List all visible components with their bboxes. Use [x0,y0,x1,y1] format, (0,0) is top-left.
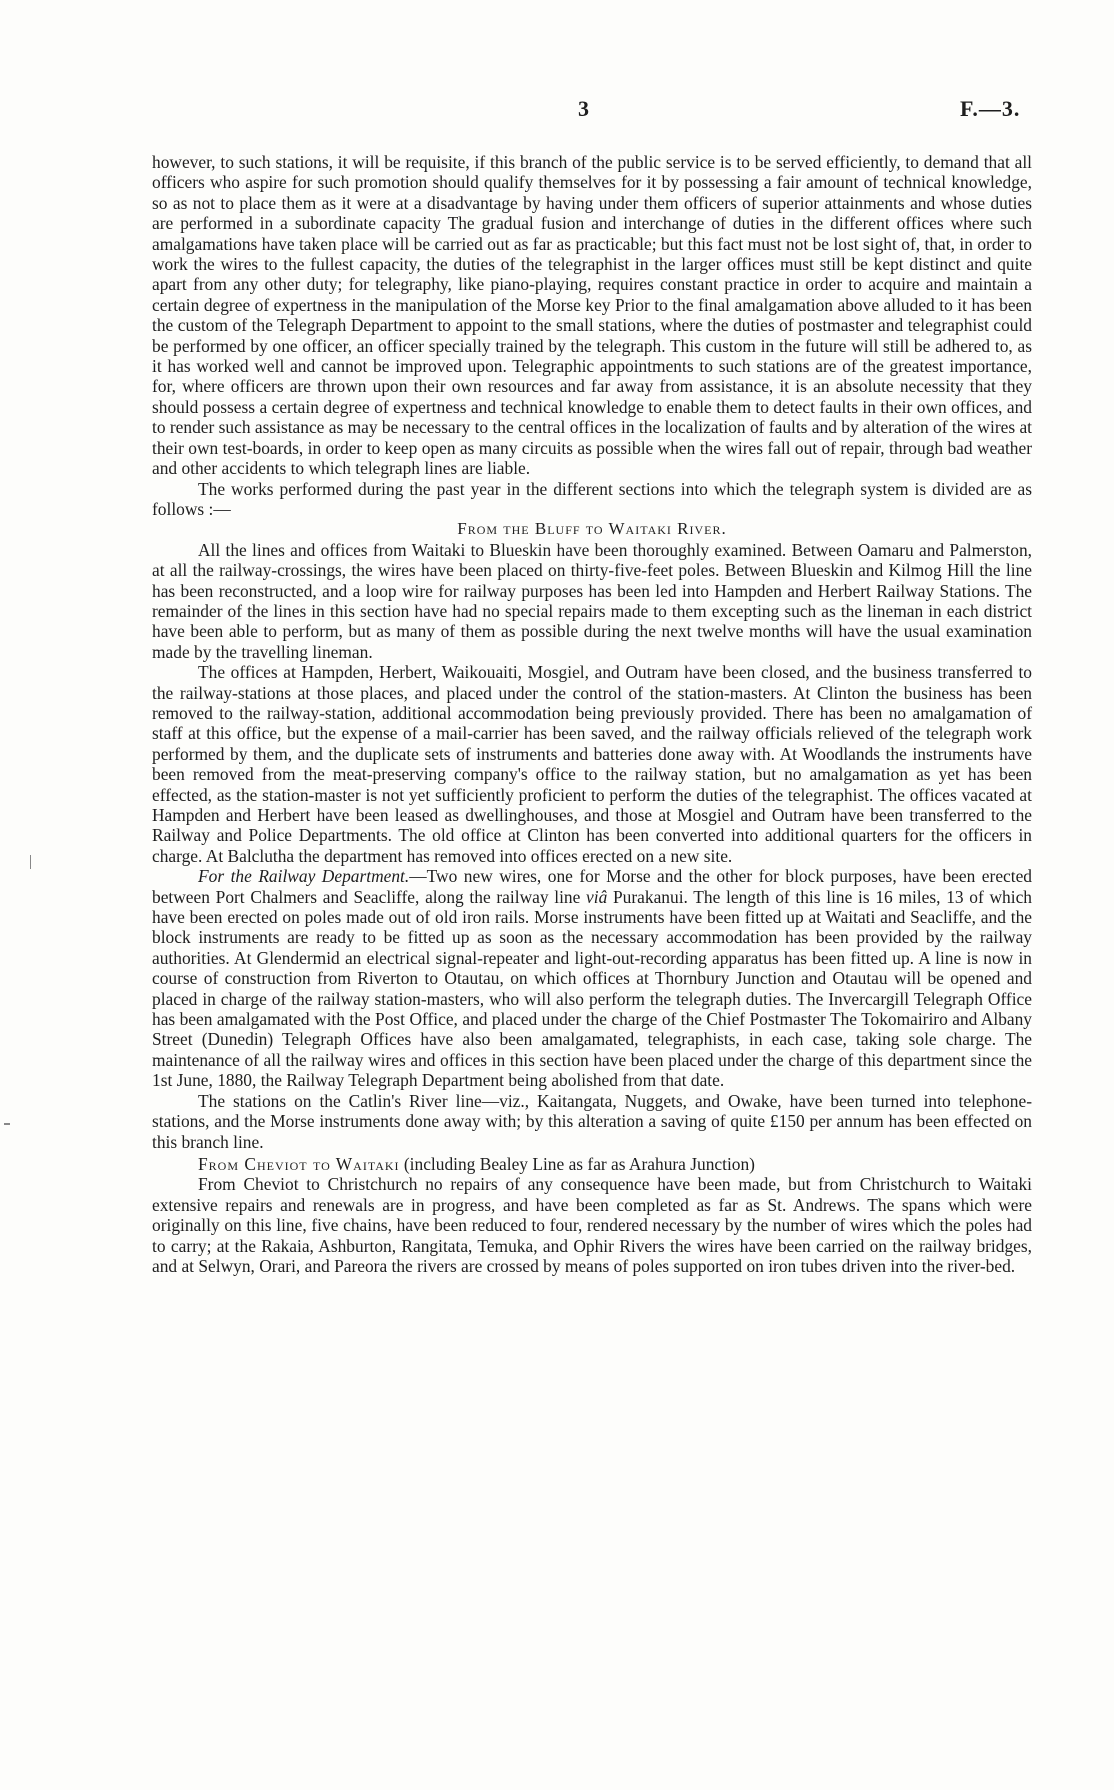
section-heading-bluff-waitaki: From the Bluff to Waitaki River. [457,519,727,539]
railway-text-part-1: —Two new wires, one for Morse and the other for block purposes, have been erected between Port Chalmers and Seacliffe, along the railway line [152,866,1033,907]
railway-department-heading: For the Railway Department. [198,866,410,887]
paragraph-works-intro: The works performed during the past year in the different sections into which the telegraph system is divided are as follows :— [152,478,1032,519]
cheviot-heading-caps: From Cheviot to Waitaki [198,1153,400,1174]
margin-mark [4,1123,10,1125]
via-word: viâ [586,886,608,907]
document-code: F.—3. [960,96,1021,121]
paragraph-continuation: however, to such stations, it will be requisite, if this branch of the public service is to be served efficiently, to demand that all officers who aspire for such promotion should qualify themselves for it by possessing a fair amount of technical knowledge, so as not to place them as it were at a disadvantage by having under them officers of superior attainments and whose duties are performed in a subordinate capacity The gradual fusion and interchange of duties in the different offices where such amalgamations have taken place will be carried out as far as practicable; but this fact must not be lost sight of, that, in order to work the wires to the fullest capacity, the duties of the telegraphist in the larger offices must still be kept distinct and quite apart from any other duty; for telegraphy, like piano-playing, requires constant practice in order to acquire and maintain a certain degree of expertness in the manipulation of the Morse key Prior to the final amalgamation above alluded to it has been the custom of the Telegraph Department to appoint to the small stations, where the duties of postmaster and telegraphist could be performed by one officer, an officer specially trained by the telegraph. This custom in the future will still be adhered to, as it has worked well and cannot be improved upon. Telegraphic appointments to such stations are of the greatest importance, for, where officers are thrown upon their own resources and far away from assistance, it is an absolute necessity that they should possess a certain degree of expertness and technical knowledge to enable them to detect faults in their own offices, and to render such assistance as may be necessary to the central offices in the localization of faults and by alteration of the wires at their own test-boards, in order to keep open as many circuits as possible when the wires fall out of repair, through bad weather and other accidents to which telegraph lines are liable. [152,152,1032,479]
paragraph-lines-offices: All the lines and offices from Waitaki to Blueskin have been thoroughly examined. Between Oamaru and Palmerston, at all the railway-crossings, the wires have been placed on thirty-five-feet poles. Between Blueskin and Kilmog Hill the line has been reconstructed, and a loop wire for railway purposes has been led into Hampden and Herbert Railway Stations. The remainder of the lines in this section have had no special repairs made to them excepting such as the lineman in each district have been able to perform, but as many of them as possible during the next twelve months will have the usual examination made by the travelling lineman. [152,539,1032,662]
paragraph-cheviot-christchurch: From Cheviot to Christchurch no repairs of any consequence have been made, but from Christchurch to Waitaki extensive repairs and renewals are in progress, and have been completed as far as St. Andrews. The spans which were originally on this line, five chains, have been reduced to four, rendered necessary by the number of wires which the poles had to carry; at the Rakaia, Ashburton, Rangitata, Temuka, and Ophir Rivers the wires have been carried on the railway bridges, and at Selwyn, Orari, and Pareora the rivers are crossed by means of poles supported on iron tubes driven into the river-bed. [152,1174,1032,1276]
railway-text-part-2: Purakanui. The length of this line is 16 miles, 13 of which have been erected on poles made out of old iron rails. Morse instruments have been fitted up at Waitati and Seacliffe, and the block instruments are ready to be fitted up as soon as the necessary accommodation has been provided by the railway authorities. At Glendermid an electrical signal-repeater and light-out-recording apparatus has been fitted up. A line is now in course of construction from Riverton to Otautau, on which offices at Thornbury Junction and Otautau will be opened and placed in charge of the railway station-masters, who will also perform the telegraph duties. The Invercargill Telegraph Office has been amalgamated with the Post Office, and placed under the charge of the Chief Postmaster The Tokomairiro and Albany Street (Dunedin) Telegraph Offices have also been amalgamated, telegraphists, in each case, taking sole charge. The maintenance of all the railway wires and offices in this section have been placed under the charge of this department since the 1st June, 1880, the Railway Telegraph Department being abolished from that date. [152,886,1032,1091]
section-heading-cheviot-waitaki [152,1154,1032,1174]
page-header [0,96,1114,126]
paragraph-offices-closed: The offices at Hampden, Herbert, Waikouaiti, Mosgiel, and Outram have been closed, and the business transferred to the railway-stations at those places, and placed under the control of the station-masters. At Clinton the business has been removed to the railway-station, additional accommodation being previously provided. There has been no amalgamation of staff at this office, but the expense of a mail-carrier has been saved, and the railway officials relieved of the telegraph work performed by them, and the duplicate sets of instruments and batteries done away with. At Woodlands the instruments have been removed from the meat-preserving company's office to the railway station, but no amalgamation as yet has been effected, as the station-master is not yet sufficiently proficient to perform the duties of the telegraphist. The offices vacated at Hampden and Herbert have been leased as dwellinghouses, and those at Mosgiel and Outram have been transferred to the Railway and Police Departments. The old office at Clinton has been converted into additional quarters for the officers in charge. At Balclutha the department has removed into offices erected on a new site. [152,662,1032,866]
cheviot-heading-rest: (including Bealey Line as far as Arahura Junction) [399,1153,755,1174]
paragraph-railway-department [152,866,1032,1090]
margin-mark [30,855,31,869]
paragraph-catlins-river: The stations on the Catlin's River line—viz., Kaitangata, Nuggets, and Owake, have been turned into telephone-stations, and the Morse instruments done away with; by this alteration a saving of quite £150 per annum has been effected on this branch line. [152,1090,1032,1152]
page-number: 3 [578,96,589,121]
document-body [152,152,1032,1276]
